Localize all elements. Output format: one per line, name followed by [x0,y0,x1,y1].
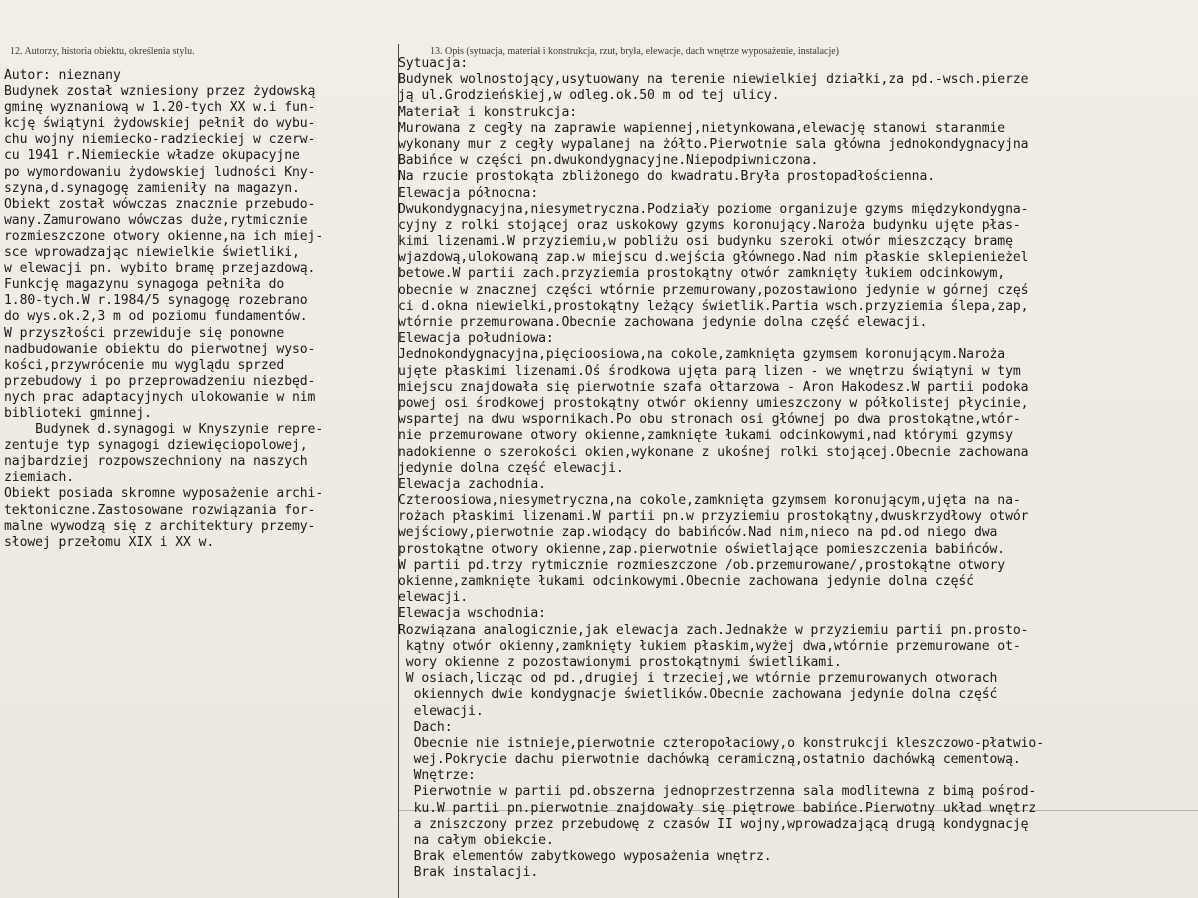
description-text-line: wspartej na dwu wspornikach.Po obu stronach osi głównej po dwa prostokątne,wtór- [398,412,1021,428]
description-text-line: Babińce w części pn.dwukondygnacyjne.Niepodpiwniczona. [398,153,819,169]
history-text-line: gminę wyznaniową w 1.20-tych XX w.i fun- [4,100,316,116]
description-text-line: elewacji. [398,703,484,719]
description-text-line: kimi lizenami.W przyziemiu,w pobliżu osi budynku szeroki otwór mieszczący bramę [398,234,1013,250]
history-text-line: rozmieszczone otwory okienne,na ich miej- [4,228,324,244]
description-text-line: ujęte płaskimi lizenami.Oś środkowa ujęta parą lizen - we wnętrzu świątyni w tym [398,363,1021,379]
history-text-line: W przyszłości przewiduje się ponowne [4,325,285,341]
description-text-line: Dwukondygnacyjna,niesymetryczna.Podziały poziome organizuje gzyms międzykondygna- [398,201,1029,217]
description-text-line: okiennych dwie kondygnacje świetlików.Obecnie zachowana jedynie dolna część [398,687,998,703]
history-text-line: malne wywodzą się z architektury przemy- [4,518,316,534]
description-text-line: ją ul.Grodzieńskiej,w odleg.ok.50 m od tej ulicy. [398,88,780,104]
history-text-line: tektoniczne.Zastosowane rozwiązania for- [4,502,316,518]
description-text-line: Elewacja wschodnia: [398,606,546,622]
history-text-line: Obiekt posiada skromne wyposażenie archi- [4,486,324,502]
description-text-line: Materiał i konstrukcja: [398,104,578,120]
left-column-header: 12. Autorzy, historia obiektu, określenia stylu. [10,46,195,57]
description-text-line: okienne,zamknięte łukami odcinkowymi.Obecnie zachowana jedynie dolna część [398,574,974,589]
description-text-line: Rozwiązana analogicznie,jak elewacja zach.Jednakże w przyziemiu partii pn.prosto- [398,622,1029,638]
history-text-line: szyna,d.synagogę zamieniły na magazyn. [4,180,300,196]
history-text-line: Funkcję magazynu synagoga pełniła do [4,277,285,293]
description-text-line: W partii pd.trzy rytmicznie rozmieszczone /ob.przemurowane/,prostokątne otwory [398,557,1006,573]
description-text-line: Elewacja zachodnia. [398,476,546,492]
history-text-line: Budynek został wzniesiony przez żydowską [4,84,316,100]
history-text-line: najbardziej rozpowszechniony na naszych [4,454,308,470]
description-text-line: na całym obiekcie. [398,833,554,848]
description-text-line: ku.W partii pn.pierwotnie znajdowały się piętrowe babińce.Pierwotny układ wnętrz [398,800,1037,816]
description-column [398,56,1198,882]
description-text-line: rożach płaskimi lizenami.W partii pn.w przyziemiu prostokątny,dwuskrzydłowy otwór [398,509,1029,525]
description-text-line: ci d.okna niewielki,prostokątny leżący świetlik.Partia wsch.przyziemia ślepa,zap, [398,298,1029,314]
description-text-line: Elewacja południowa: [398,331,554,347]
description-text-line: Czteroosiowa,niesymetryczna,na cokole,zamknięta gzymsem koronującym,ujęta na na- [398,493,1021,509]
history-text-line: ziemiach. [4,470,75,486]
history-text-line: słowej przełomu XIX i XX w. [4,534,215,550]
history-text-line: Budynek d.synagogi w Knyszynie repre- [4,422,324,438]
history-text-line: Autor: nieznany [4,68,121,83]
history-text-line: zentuje typ synagogi dziewięciopolowej, [4,438,308,454]
description-text-line: wejściowy,pierwotnie zap.wiodący do babińców.Nad nim,nieco na pd.od niego dwa [398,525,998,541]
description-text-line: Na rzucie prostokąta zbliżonego do kwadratu.Bryła prostopadłościenna. [398,169,936,185]
description-text-line: wykonany mur z cegły wypalanej na żółto.Pierwotnie sala główna jednokondygnacyjna [398,136,1029,152]
history-text-line: kości,przywrócenie mu wyglądu sprzed [4,357,285,373]
history-column [4,68,396,551]
description-text-line: Dach: [398,719,453,735]
description-text-line: Sytuacja: [398,56,469,71]
history-text-line: Obiekt został wówczas znacznie przebudo- [4,196,316,212]
description-text-line: Elewacja północna: [398,185,539,201]
description-text-line: Brak instalacji. [398,865,539,881]
description-text-line: Brak elementów zabytkowego wyposażenia wnętrz. [398,849,772,865]
history-text-line: wany.Zamurowano wówczas duże,rytmicznie [4,212,308,228]
description-text-line: a zniszczony przez przebudowę z czasów II wojny,wprowadzającą drugą kondygnację [398,816,1029,832]
description-text-line: wej.Pokrycie dachu pierwotnie dachówką ceramiczną,ostatnio dachówką cementową. [398,752,1021,768]
description-text-line: wory okienne z pozostawionymi prostokątnymi świetlikami. [398,654,842,670]
description-text-line: nadokienne o szerokości okien,wykonane z ukośnej rolki stojącej.Obecnie zachowana [398,444,1029,460]
description-text-line: kątny otwór okienny,zamknięty łukiem płaskim,wyżej dwa,wtórnie przemurowane ot- [398,638,1021,654]
description-text-line: Pierwotnie w partii pd.obszerna jednoprzestrzenna sala modlitewna z bimą pośrod- [398,784,1037,800]
right-column-header: 13. Opis (sytuacja, materiał i konstrukcja, rzut, bryła, elewacje, dach wnętrze wyposażenie, instalacje) [430,46,839,57]
history-text-line: chu wojny niemiecko-radzieckiej w czerw- [4,132,316,148]
description-text-line: wjazdową,ulokowaną zap.w miejscu d.wejścia głównego.Nad nim płaskie sklepienieżel [398,250,1029,266]
history-text-line: do wys.ok.2,3 m od poziomu fundamentów. [4,309,308,325]
description-text-line: Jednokondygnacyjna,pięcioosiowa,na cokole,zamknięta gzymsem koronującym.Naroża [398,347,1006,363]
history-text-line: biblioteki gminnej. [4,405,152,421]
description-text-line: Wnętrze: [398,768,476,784]
description-text-line: betowe.W partii zach.przyziemia prostokątny otwór zamknięty łukiem odcinkowym, [398,266,1006,282]
history-text-line: w elewacji pn. wybito bramę przejazdową. [4,261,316,277]
description-text-line: elewacji. [398,590,469,606]
history-text-line: sce wprowadzając niewielkie świetliki, [4,245,300,261]
description-text-line: Budynek wolnostojący,usytuowany na terenie niewielkiej działki,za pd.-wsch.pierze [398,72,1029,88]
description-text-line: miejscu znajdowała się pierwotnie szafa ołtarzowa - Aron Hakodesz.W partii podoka [398,379,1029,395]
description-text-line: Murowana z cegły na zaprawie wapiennej,nietynkowana,elewację stanowi staranmie [398,120,1006,136]
description-text-line: prostokątne otwory okienne,zap.pierwotnie oświetlające pomieszczenia babińców. [398,541,1006,557]
history-text-line: 1.80-tych.W r.1984/5 synagogę rozebrano [4,293,308,309]
description-text-line: jedynie dolna część elewacji. [398,460,624,476]
history-text-line: kcję świątyni żydowskiej pełnił do wybu- [4,116,316,132]
history-text-line: przebudowy i po przeprowadzeniu niezbęd- [4,373,316,389]
description-text-line: cyjny z rolki stojącej oraz uskokowy gzyms koronujący.Naroża budynku ujęte płas- [398,217,1021,233]
description-text-line: powej osi środkowej prostokątny otwór okienny umieszczony w półkolistej płycinie, [398,395,1029,411]
description-text-line: nie przemurowane otwory okienne,zamknięte łukami odcinkowymi,nad którymi gzymsy [398,428,1013,444]
description-text-line: wtórnie przemurowana.Obecnie zachowana jedynie dolna część elewacji. [398,315,928,330]
history-text-line: po wymordowaniu żydowskiej ludności Kny- [4,164,316,180]
history-text-line: nych prac adaptacyjnych ulokowanie w nim [4,389,316,405]
history-text-line: nadbudowanie obiektu do pierwotnej wyso- [4,341,316,357]
description-text-line: Obecnie nie istnieje,pierwotnie czteropołaciowy,o konstrukcji kleszczowo-płatwio- [398,735,1044,751]
history-text-line: cu 1941 r.Niemieckie władze okupacyjne [4,148,300,164]
description-text-line: W osiach,licząc od pd.,drugiej i trzeciej,we wtórnie przemurowanych otworach [398,671,998,687]
description-text-line: obecnie w znacznej części wtórnie przemurowany,pozostawiono jedynie w górnej częś [398,282,1029,298]
